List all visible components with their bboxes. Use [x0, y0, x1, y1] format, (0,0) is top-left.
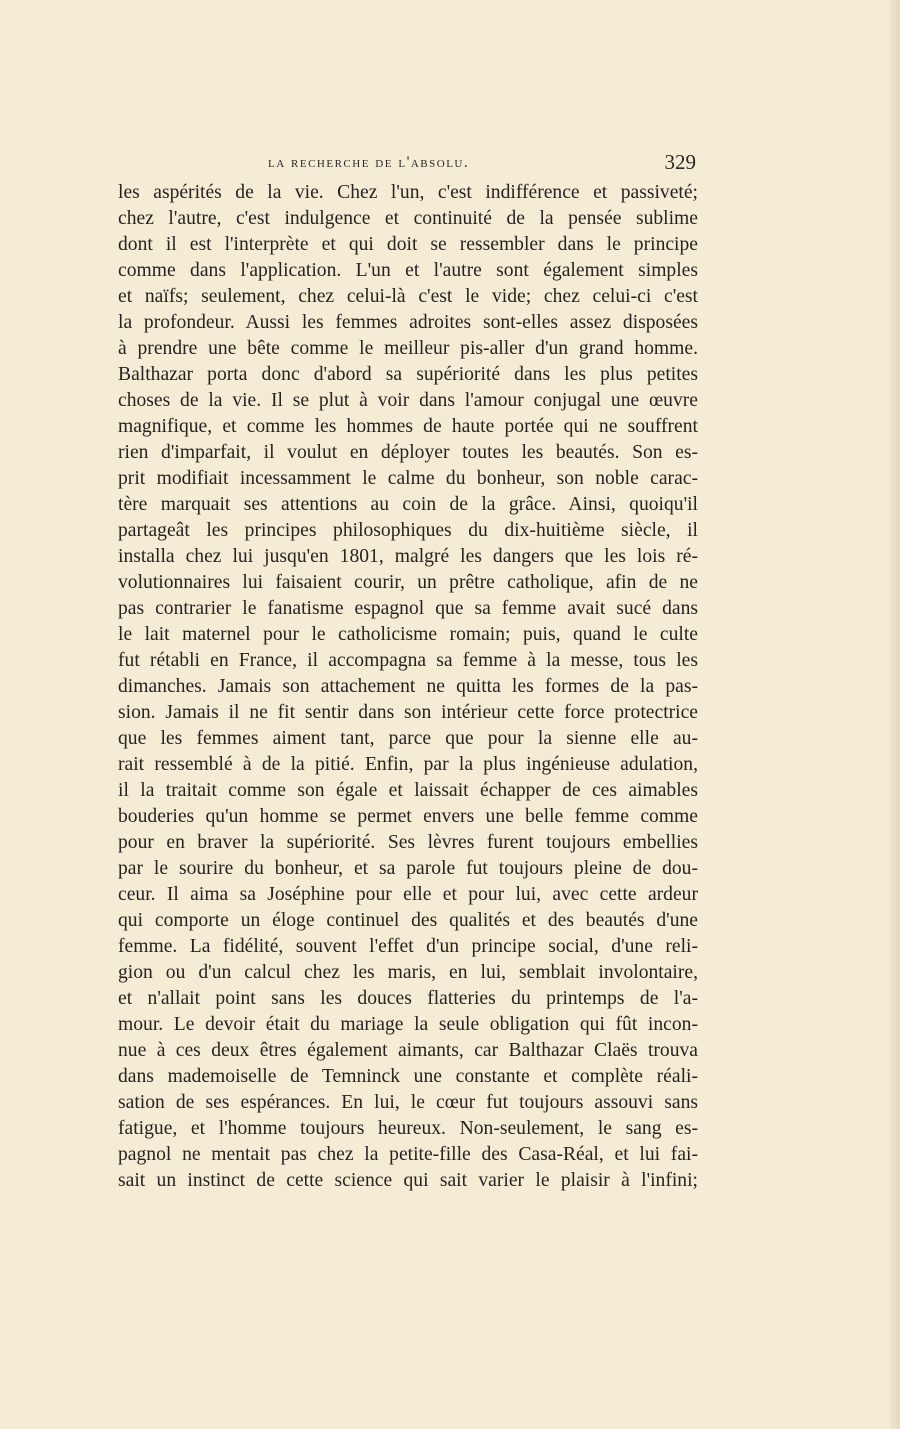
text-line: comme dans l'application. L'un et l'autre sont également simples	[118, 260, 698, 281]
text-line: fatigue, et l'homme toujours heureux. Non-seulement, le sang es-	[118, 1118, 698, 1139]
text-line: choses de la vie. Il se plut à voir dans l'amour conjugal une œuvre	[118, 390, 698, 411]
text-line: magnifique, et comme les hommes de haute portée qui ne souffrent	[118, 416, 698, 437]
text-line: Balthazar porta donc d'abord sa supériorité dans les plus petites	[118, 364, 698, 385]
text-line: et n'allait point sans les douces flatteries du printemps de l'a-	[118, 988, 698, 1009]
text-line: femme. La fidélité, souvent l'effet d'un principe social, d'une reli-	[118, 936, 698, 957]
text-line: par le sourire du bonheur, et sa parole fut toujours pleine de dou-	[118, 858, 698, 879]
text-line: partageât les principes philosophiques du dix-huitième siècle, il	[118, 520, 698, 541]
text-line: bouderies qu'un homme se permet envers une belle femme comme	[118, 806, 698, 827]
text-line: chez l'autre, c'est indulgence et continuité de la pensée sublime	[118, 208, 698, 229]
text-line: les aspérités de la vie. Chez l'un, c'est indifférence et passiveté;	[118, 182, 698, 203]
text-line: dans mademoiselle de Temninck une constante et complète réali-	[118, 1066, 698, 1087]
text-line: tère marquait ses attentions au coin de la grâce. Ainsi, quoiqu'il	[118, 494, 698, 515]
running-title: la recherche de l'absolu.	[268, 154, 470, 171]
text-line: prit modifiait incessamment le calme du bonheur, son noble carac-	[118, 468, 698, 489]
text-line: rien d'imparfait, il voulut en déployer toutes les beautés. Son es-	[118, 442, 698, 463]
text-line: ceur. Il aima sa Joséphine pour elle et pour lui, avec cette ardeur	[118, 884, 698, 905]
text-line: nue à ces deux êtres également aimants, car Balthazar Claës trouva	[118, 1040, 698, 1061]
body-text	[118, 180, 698, 1220]
text-line: sation de ses espérances. En lui, le cœur fut toujours assouvi sans	[118, 1092, 698, 1113]
running-head	[118, 150, 700, 180]
text-line: dont il est l'interprète et qui doit se ressembler dans le principe	[118, 234, 698, 255]
text-line: gion ou d'un calcul chez les maris, en lui, semblait involontaire,	[118, 962, 698, 983]
text-line: sion. Jamais il ne fit sentir dans son intérieur cette force protectrice	[118, 702, 698, 723]
text-line: que les femmes aiment tant, parce que pour la sienne elle au-	[118, 728, 698, 749]
text-line: pour en braver la supériorité. Ses lèvres furent toujours embellies	[118, 832, 698, 853]
text-line: pas contrarier le fanatisme espagnol que sa femme avait sucé dans	[118, 598, 698, 619]
text-line: le lait maternel pour le catholicisme romain; puis, quand le culte	[118, 624, 698, 645]
text-line: volutionnaires lui faisaient courir, un prêtre catholique, afin de ne	[118, 572, 698, 593]
text-line: pagnol ne mentait pas chez la petite-fille des Casa-Réal, et lui fai-	[118, 1144, 698, 1165]
page-edge-shadow	[890, 0, 900, 1429]
page-number: 329	[664, 150, 696, 174]
text-line: il la traitait comme son égale et laissait échapper de ces aimables	[118, 780, 698, 801]
text-line: dimanches. Jamais son attachement ne quitta les formes de la pas-	[118, 676, 698, 697]
text-line: qui comporte un éloge continuel des qualités et des beautés d'une	[118, 910, 698, 931]
text-line: sait un instinct de cette science qui sait varier le plaisir à l'infini;	[118, 1170, 698, 1191]
text-line: la profondeur. Aussi les femmes adroites sont-elles assez disposées	[118, 312, 698, 333]
text-line: mour. Le devoir était du mariage la seule obligation qui fût incon-	[118, 1014, 698, 1035]
text-line: rait ressemblé à de la pitié. Enfin, par la plus ingénieuse adulation,	[118, 754, 698, 775]
text-line: fut rétabli en France, il accompagna sa femme à la messe, tous les	[118, 650, 698, 671]
text-line: à prendre une bête comme le meilleur pis-aller d'un grand homme.	[118, 338, 698, 359]
text-line: installa chez lui jusqu'en 1801, malgré les dangers que les lois ré-	[118, 546, 698, 567]
text-line: et naïfs; seulement, chez celui-là c'est le vide; chez celui-ci c'est	[118, 286, 698, 307]
